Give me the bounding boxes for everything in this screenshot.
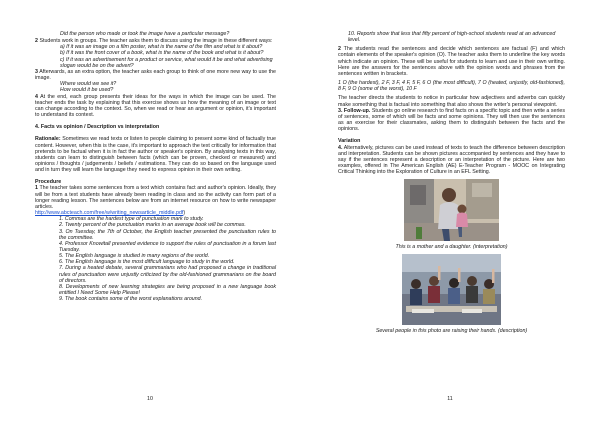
mother-daughter-photo bbox=[404, 179, 499, 241]
rationale-label: Rationale: bbox=[35, 136, 61, 143]
sentence-list bbox=[35, 216, 276, 302]
page-number: 10 bbox=[147, 395, 153, 402]
step-number: 3. Follow-up. bbox=[338, 107, 371, 114]
option-a: a) If it was an image on a film poster, what is the name of the film and what is it about? bbox=[60, 44, 263, 51]
procedure-step-1 bbox=[35, 185, 276, 210]
variation-text: Alternatively, pictures can be used instead of texts to teach the difference between description and interpretation. Students can be shown pictures accompanied by sentences and they have to say if the sentences represent a description or an interpretation of the picture. Here are two examples, offered in The American English (AE) E-Teacher Program - MOOC on Integrating Critical Thinking into the Exploration of Culture in an EFL Setting. bbox=[338, 144, 565, 176]
answer-key: 1 O (the hardest), 2 F, 3 F, 4 F, 5 F, 6 O (the most difficult), 7 O (heated, unjustly, old-fashioned), 8 F, 9 O (some of the worst), 10 F bbox=[338, 80, 565, 93]
rationale-paragraph bbox=[35, 136, 276, 173]
sentence-10: 10. Reports show that less that fifty percent of high-school students read at an advanced level. bbox=[348, 31, 556, 44]
step-number: 3 bbox=[35, 68, 38, 75]
right-page bbox=[300, 0, 600, 424]
step-number: 2 bbox=[35, 38, 38, 45]
list-item: 7. During a heated debate, several grammarians who had proposed a change in traditional rules of punctuation were unjustly criticized by the old-fashioned grammarians on the board of directors. bbox=[59, 265, 276, 284]
list-item: 9. The book contains some of the worst explanations around. bbox=[59, 296, 203, 303]
step-text: Afterwards, as an extra option, the teacher asks each group to think of one more new way to use the image. bbox=[35, 68, 276, 82]
photo-caption-2: Several people in this photo are raising their hands. (description) bbox=[375, 328, 528, 335]
step-2-paragraph bbox=[338, 46, 565, 77]
source-link[interactable]: http://www.abcteach.com/free/w/writing_newsarticle_middle.pdf bbox=[35, 210, 184, 217]
list-item: 3. On Tuesday, the 7th of October, the English teacher presented the punctuation rules to the committee. bbox=[59, 228, 276, 241]
list-item: 1. Commas are the hardest type of punctuation mark to study. bbox=[59, 216, 204, 223]
option-c: c) If it was an advertisement for a product or service, what would it be and what advertising slogan would be on the advert? bbox=[60, 56, 273, 69]
option-b: b) If it was the front cover of a book, what is the name of the book and what is it about? bbox=[60, 50, 264, 57]
step-3-paragraph bbox=[35, 69, 276, 81]
question-where: Where would we see it? bbox=[60, 81, 117, 88]
step-text: Students work in groups. The teacher asks them to discuss using the image in these different ways: bbox=[39, 38, 273, 45]
step-number: 2 bbox=[338, 46, 341, 53]
list-item: 4. Professor Knowitall presented evidence to support the rules of punctuation in a forum last Tuesday. bbox=[59, 240, 276, 253]
page-number: 11 bbox=[447, 395, 453, 402]
rationale-text: Sometimes we read texts or listen to people claiming to present some kind of factually true content. However, when this is the case, it's important to approach the text critically for information that pretends to be factual when it is in fact the author or speaker's opinion. By analysing texts in this way, students can learn to distinguish between facts (which can be proven, checked or measured) and opinions / thoughts / judgements / beliefs / estimations. They can do so based on the language used and in turn they will learn the language they need to express opinion in their own writing. bbox=[35, 136, 276, 174]
list-item: 2. Twenty percent of the punctuation marks in an average book will be commas. bbox=[59, 222, 246, 229]
question-how: How would it be used? bbox=[60, 87, 114, 94]
photo-caption-1: This is a mother and a daughter. (interpretation) bbox=[395, 244, 508, 251]
step-4-paragraph bbox=[35, 94, 276, 119]
step-text: The students read the sentences and decide which sentences are factual (F) and which contain elements of the speaker's opinion (O). The teacher asks them to underline the key words which indicate an opinion. These will be useful for students to learn and use in their own writing. Here are the answers for the sentences above with the opinion words and phrases from the sentences written in brackets. bbox=[338, 46, 565, 77]
list-item: 5. The English language is studied in many regions of the world. bbox=[59, 253, 210, 260]
step-text: At the end, each group presents their ideas for the ways in which the image can be used. The teacher ends the task by explaining that this exercise shows us how the meaning of an image or text can change according to the context. So, when we read or hear an argument or opinion, it's important to understand its context. bbox=[35, 93, 276, 119]
step-3-paragraph bbox=[338, 108, 565, 133]
list-item: 8. Developments of new learning strategies are being proposed in a new language book entitled I Need Some Help Please! bbox=[59, 283, 276, 297]
step-number: 1 bbox=[35, 185, 38, 192]
step-text: Students go online research to find facts on a specific topic and then write a series of sentences, some of which will be facts and some opinions. They will then use the sentences as an exercise for their classmates, asking them to distinguish between the facts and the opinions. bbox=[338, 107, 565, 133]
step-number: 4 bbox=[35, 93, 38, 100]
raised-hands-photo bbox=[402, 254, 501, 325]
variation-heading: Variation bbox=[338, 138, 361, 145]
section-heading: 4. Facts vs opinion / Description vs interpretation bbox=[35, 124, 160, 131]
link-tail: ) bbox=[183, 210, 186, 217]
variation-paragraph bbox=[338, 145, 565, 176]
step-number: 4. bbox=[338, 144, 343, 151]
step-text: The teacher takes some sentences from a text which contains fact and author's opinion. Ideally, they will be from a text students have already been reading in class and so the activity can form part of a longer reading lesson. The sentences below are from an internet resource on how to write newspaper articles. bbox=[35, 185, 276, 210]
procedure-heading: Procedure bbox=[35, 179, 62, 186]
question-line: Did the person who made or took the image have a particular message? bbox=[60, 31, 230, 37]
teacher-note: The teacher directs the students to notice in particular how adjectives and adverbs can quickly make something that is factual into something that also shows the writer's personal viewpoint. bbox=[338, 95, 565, 108]
list-item: 6. The English language is the most difficult language to study in the world. bbox=[59, 259, 235, 266]
